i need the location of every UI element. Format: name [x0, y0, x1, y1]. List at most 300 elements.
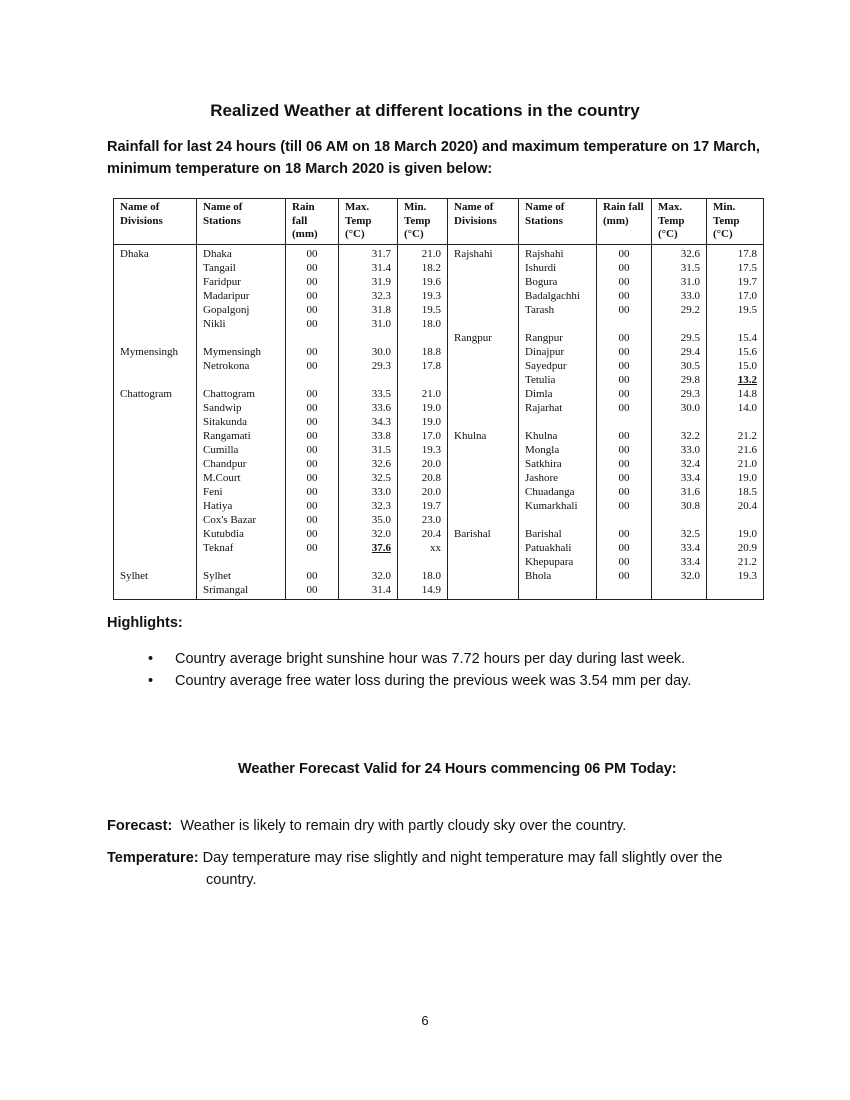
- cell-station-2: Badalgachhi: [519, 289, 597, 303]
- page-heading: Realized Weather at different locations in the country: [210, 101, 640, 120]
- cell-min-temp-2: 19.0: [707, 471, 764, 485]
- cell-division-2: [448, 415, 519, 429]
- forecast-title: Weather Forecast Valid for 24 Hours commencing 06 PM Today:: [238, 761, 677, 777]
- cell-min-temp: 17.8: [398, 359, 448, 373]
- cell-min-temp-2: [707, 415, 764, 429]
- cell-division-2: [448, 569, 519, 583]
- cell-division: [114, 499, 197, 513]
- weather-table: [113, 198, 764, 600]
- cell-rainfall: 00: [286, 387, 339, 401]
- table-row: [114, 303, 764, 317]
- cell-min-temp: 19.7: [398, 499, 448, 513]
- cell-division: [114, 541, 197, 555]
- cell-station: Nikli: [197, 317, 286, 331]
- cell-station-2: Ishurdi: [519, 261, 597, 275]
- cell-max-temp-2: 29.3: [652, 387, 707, 401]
- header-division: Name of Divisions: [114, 199, 197, 245]
- cell-min-temp-2: 15.4: [707, 331, 764, 345]
- table-row: [114, 345, 764, 359]
- cell-min-temp-2: 19.7: [707, 275, 764, 289]
- cell-division-2: [448, 401, 519, 415]
- page-number: 6: [421, 1013, 429, 1028]
- cell-min-temp: 19.0: [398, 415, 448, 429]
- cell-division-2: [448, 387, 519, 401]
- cell-rainfall: 00: [286, 457, 339, 471]
- cell-division: [114, 317, 197, 331]
- cell-max-temp-2: 31.6: [652, 485, 707, 499]
- cell-station: M.Court: [197, 471, 286, 485]
- cell-min-temp-2: 19.5: [707, 303, 764, 317]
- cell-station-2: [519, 317, 597, 331]
- cell-station: Netrokona: [197, 359, 286, 373]
- cell-division: [114, 513, 197, 527]
- table-row: [114, 569, 764, 583]
- cell-division: [114, 485, 197, 499]
- cell-station: [197, 555, 286, 569]
- cell-max-temp: 32.3: [339, 499, 398, 513]
- forecast-line: [107, 815, 626, 837]
- cell-rainfall-2: [597, 317, 652, 331]
- table-row: [114, 275, 764, 289]
- cell-division-2: [448, 317, 519, 331]
- cell-rainfall-2: 00: [597, 275, 652, 289]
- cell-division: Dhaka: [114, 245, 197, 262]
- cell-max-temp: 31.7: [339, 245, 398, 262]
- cell-min-temp-2: 17.0: [707, 289, 764, 303]
- cell-max-temp: [339, 331, 398, 345]
- cell-rainfall: 00: [286, 499, 339, 513]
- cell-station: Teknaf: [197, 541, 286, 555]
- cell-max-temp-2: 32.6: [652, 245, 707, 262]
- cell-division: Chattogram: [114, 387, 197, 401]
- cell-division-2: [448, 555, 519, 569]
- cell-max-temp: 30.0: [339, 345, 398, 359]
- cell-division-2: [448, 471, 519, 485]
- cell-station: Gopalgonj: [197, 303, 286, 317]
- cell-min-temp: 23.0: [398, 513, 448, 527]
- cell-station: Hatiya: [197, 499, 286, 513]
- cell-min-temp: 19.3: [398, 289, 448, 303]
- table-row: [114, 499, 764, 513]
- cell-max-temp-2: [652, 513, 707, 527]
- cell-rainfall: 00: [286, 359, 339, 373]
- cell-station-2: [519, 513, 597, 527]
- cell-division-2: [448, 457, 519, 471]
- cell-division-2: [448, 289, 519, 303]
- cell-division-2: [448, 513, 519, 527]
- header-max-temp: Max. Temp (°C): [339, 199, 398, 245]
- cell-min-temp-2: 19.0: [707, 527, 764, 541]
- cell-max-temp: 31.4: [339, 583, 398, 600]
- cell-station: Tangail: [197, 261, 286, 275]
- cell-max-temp-2: 32.4: [652, 457, 707, 471]
- cell-min-temp: 18.2: [398, 261, 448, 275]
- cell-min-temp-2: 21.2: [707, 429, 764, 443]
- cell-max-temp: 32.0: [339, 527, 398, 541]
- cell-rainfall: [286, 555, 339, 569]
- cell-min-temp-2: 15.6: [707, 345, 764, 359]
- cell-division: Sylhet: [114, 569, 197, 583]
- cell-station-2: Satkhira: [519, 457, 597, 471]
- cell-max-temp: 31.8: [339, 303, 398, 317]
- cell-division-2: [448, 499, 519, 513]
- cell-min-temp-2: 20.4: [707, 499, 764, 513]
- cell-max-temp-2: 33.4: [652, 541, 707, 555]
- cell-min-temp: 20.0: [398, 485, 448, 499]
- cell-min-temp: 18.8: [398, 345, 448, 359]
- cell-division: [114, 261, 197, 275]
- cell-station-2: Bogura: [519, 275, 597, 289]
- cell-station: Cumilla: [197, 443, 286, 457]
- cell-rainfall-2: 00: [597, 527, 652, 541]
- cell-max-temp-2: 30.5: [652, 359, 707, 373]
- cell-min-temp-2: 21.2: [707, 555, 764, 569]
- cell-station-2: Sayedpur: [519, 359, 597, 373]
- cell-division: [114, 331, 197, 345]
- cell-station: Srimangal: [197, 583, 286, 600]
- table-body: [114, 245, 764, 600]
- cell-min-temp: 20.4: [398, 527, 448, 541]
- cell-rainfall-2: 00: [597, 471, 652, 485]
- cell-max-temp-2: 33.4: [652, 555, 707, 569]
- cell-min-temp-2: 20.9: [707, 541, 764, 555]
- cell-rainfall: 00: [286, 275, 339, 289]
- cell-min-temp-2: 15.0: [707, 359, 764, 373]
- cell-max-temp: 31.0: [339, 317, 398, 331]
- highlight-text: Country average bright sunshine hour was 7.72 hours per day during last week.: [175, 651, 686, 667]
- cell-min-temp: 21.0: [398, 387, 448, 401]
- table-row: [114, 583, 764, 600]
- cell-division: [114, 527, 197, 541]
- cell-min-temp: 19.5: [398, 303, 448, 317]
- temperature-text-continued: country.: [206, 872, 257, 888]
- highlight-text: Country average free water loss during the previous week was 3.54 mm per day.: [175, 673, 692, 689]
- cell-rainfall-2: [597, 415, 652, 429]
- cell-division-2: [448, 443, 519, 457]
- cell-station: Cox's Bazar: [197, 513, 286, 527]
- table-row: [114, 415, 764, 429]
- cell-rainfall-2: 00: [597, 331, 652, 345]
- cell-max-temp-2: 32.0: [652, 569, 707, 583]
- cell-station-2: Patuakhali: [519, 541, 597, 555]
- header-rainfall: Rain fall (mm): [286, 199, 339, 245]
- cell-max-temp-2: 30.0: [652, 401, 707, 415]
- cell-station-2: [519, 583, 597, 600]
- list-item: [148, 670, 691, 692]
- cell-rainfall: 00: [286, 401, 339, 415]
- cell-station-2: Khepupara: [519, 555, 597, 569]
- cell-rainfall: 00: [286, 345, 339, 359]
- cell-station: Madaripur: [197, 289, 286, 303]
- cell-min-temp: 18.0: [398, 569, 448, 583]
- cell-rainfall-2: 00: [597, 245, 652, 262]
- cell-min-temp: [398, 555, 448, 569]
- cell-max-temp-2: 31.5: [652, 261, 707, 275]
- cell-station: Chandpur: [197, 457, 286, 471]
- cell-rainfall-2: 00: [597, 457, 652, 471]
- cell-division-2: [448, 583, 519, 600]
- cell-max-temp-2: 29.4: [652, 345, 707, 359]
- cell-rainfall-2: [597, 513, 652, 527]
- cell-max-temp: 32.6: [339, 457, 398, 471]
- cell-station-2: Tetulia: [519, 373, 597, 387]
- cell-max-temp-2: 33.0: [652, 289, 707, 303]
- cell-max-temp: 34.3: [339, 415, 398, 429]
- cell-max-temp: 33.6: [339, 401, 398, 415]
- cell-station: Feni: [197, 485, 286, 499]
- cell-min-temp: 14.9: [398, 583, 448, 600]
- table-row: [114, 457, 764, 471]
- cell-station: Sandwip: [197, 401, 286, 415]
- table-row: [114, 401, 764, 415]
- cell-division: Mymensingh: [114, 345, 197, 359]
- cell-max-temp: 31.4: [339, 261, 398, 275]
- cell-max-temp: 32.5: [339, 471, 398, 485]
- cell-rainfall: 00: [286, 583, 339, 600]
- cell-division: [114, 373, 197, 387]
- cell-division-2: [448, 303, 519, 317]
- cell-station-2: Tarash: [519, 303, 597, 317]
- cell-min-temp: 20.0: [398, 457, 448, 471]
- cell-max-temp: 31.9: [339, 275, 398, 289]
- cell-min-temp-2: 17.5: [707, 261, 764, 275]
- bullet-icon: •: [148, 651, 154, 667]
- cell-division: [114, 583, 197, 600]
- cell-rainfall: 00: [286, 261, 339, 275]
- cell-station-2: Dinajpur: [519, 345, 597, 359]
- temperature-line: [107, 847, 787, 891]
- table-row: [114, 289, 764, 303]
- cell-division-2: [448, 261, 519, 275]
- cell-station: Kutubdia: [197, 527, 286, 541]
- table-row: [114, 555, 764, 569]
- cell-rainfall: [286, 373, 339, 387]
- cell-division: [114, 289, 197, 303]
- cell-min-temp-2: [707, 583, 764, 600]
- cell-max-temp-2: [652, 415, 707, 429]
- cell-max-temp: 33.8: [339, 429, 398, 443]
- cell-rainfall-2: 00: [597, 373, 652, 387]
- cell-division-2: Khulna: [448, 429, 519, 443]
- cell-rainfall: 00: [286, 527, 339, 541]
- cell-station-2: Dimla: [519, 387, 597, 401]
- header-station-2: Name of Stations: [519, 199, 597, 245]
- header-rainfall-2: Rain fall (mm): [597, 199, 652, 245]
- cell-max-temp-2: 29.8: [652, 373, 707, 387]
- cell-station: [197, 373, 286, 387]
- cell-max-temp: [339, 555, 398, 569]
- cell-division-2: [448, 541, 519, 555]
- cell-rainfall-2: [597, 583, 652, 600]
- intro-paragraph: Rainfall for last 24 hours (till 06 AM on 18 March 2020) and maximum temperature on 17 March, minimum temperature on 18 March 2020 is given below:: [107, 139, 760, 177]
- cell-rainfall-2: 00: [597, 359, 652, 373]
- cell-division: [114, 443, 197, 457]
- cell-min-temp-2: 17.8: [707, 245, 764, 262]
- cell-rainfall-2: 00: [597, 485, 652, 499]
- cell-min-temp: 19.0: [398, 401, 448, 415]
- cell-rainfall: 00: [286, 303, 339, 317]
- header-min-temp: Min. Temp (°C): [398, 199, 448, 245]
- cell-division: [114, 471, 197, 485]
- table-row: [114, 317, 764, 331]
- cell-rainfall: 00: [286, 443, 339, 457]
- cell-max-temp-2: 33.4: [652, 471, 707, 485]
- highlights-title: Highlights:: [107, 615, 183, 631]
- highlights-list: [148, 648, 691, 692]
- cell-min-temp-2: 13.2: [707, 373, 764, 387]
- table-row: [114, 429, 764, 443]
- cell-division: [114, 275, 197, 289]
- cell-station: Sitakunda: [197, 415, 286, 429]
- cell-station: Dhaka: [197, 245, 286, 262]
- temperature-text: Day temperature may rise slightly and night temperature may fall slightly over the: [202, 850, 723, 866]
- cell-max-temp-2: 32.2: [652, 429, 707, 443]
- cell-max-temp-2: 32.5: [652, 527, 707, 541]
- cell-station: Sylhet: [197, 569, 286, 583]
- cell-max-temp-2: 30.8: [652, 499, 707, 513]
- cell-max-temp: [339, 373, 398, 387]
- table-row: [114, 527, 764, 541]
- cell-station-2: Rajshahi: [519, 245, 597, 262]
- cell-max-temp-2: 29.5: [652, 331, 707, 345]
- cell-station: [197, 331, 286, 345]
- cell-max-temp: 29.3: [339, 359, 398, 373]
- cell-division: [114, 415, 197, 429]
- cell-min-temp-2: 14.8: [707, 387, 764, 401]
- cell-division-2: [448, 275, 519, 289]
- cell-station: Faridpur: [197, 275, 286, 289]
- table-row: [114, 387, 764, 401]
- cell-station: Rangamati: [197, 429, 286, 443]
- cell-station: Mymensingh: [197, 345, 286, 359]
- cell-division: [114, 359, 197, 373]
- cell-rainfall-2: 00: [597, 401, 652, 415]
- cell-division-2: [448, 485, 519, 499]
- cell-rainfall-2: 00: [597, 387, 652, 401]
- cell-rainfall-2: 00: [597, 569, 652, 583]
- cell-rainfall: 00: [286, 415, 339, 429]
- table-row: [114, 245, 764, 262]
- header-max-temp-2: Max. Temp (°C): [652, 199, 707, 245]
- cell-min-temp-2: 21.6: [707, 443, 764, 457]
- cell-min-temp: [398, 331, 448, 345]
- table-row: [114, 373, 764, 387]
- cell-rainfall: [286, 331, 339, 345]
- cell-min-temp-2: 18.5: [707, 485, 764, 499]
- cell-rainfall-2: 00: [597, 261, 652, 275]
- cell-rainfall: 00: [286, 317, 339, 331]
- cell-max-temp-2: 33.0: [652, 443, 707, 457]
- cell-max-temp-2: 31.0: [652, 275, 707, 289]
- cell-min-temp: 21.0: [398, 245, 448, 262]
- cell-rainfall-2: 00: [597, 289, 652, 303]
- cell-rainfall: 00: [286, 569, 339, 583]
- cell-min-temp-2: 19.3: [707, 569, 764, 583]
- cell-min-temp-2: 21.0: [707, 457, 764, 471]
- bullet-icon: •: [148, 673, 154, 689]
- cell-max-temp-2: [652, 317, 707, 331]
- cell-max-temp-2: 29.2: [652, 303, 707, 317]
- cell-rainfall: 00: [286, 471, 339, 485]
- cell-min-temp: 20.8: [398, 471, 448, 485]
- cell-rainfall: 00: [286, 429, 339, 443]
- header-division-2: Name of Divisions: [448, 199, 519, 245]
- cell-max-temp: 31.5: [339, 443, 398, 457]
- cell-rainfall-2: 00: [597, 499, 652, 513]
- cell-max-temp: 33.5: [339, 387, 398, 401]
- cell-rainfall-2: 00: [597, 429, 652, 443]
- temperature-label: Temperature:: [107, 850, 199, 866]
- cell-station-2: Chuadanga: [519, 485, 597, 499]
- cell-min-temp-2: 14.0: [707, 401, 764, 415]
- table-row: [114, 443, 764, 457]
- cell-min-temp: [398, 373, 448, 387]
- cell-division: [114, 457, 197, 471]
- cell-division-2: [448, 359, 519, 373]
- cell-station-2: Barishal: [519, 527, 597, 541]
- cell-station-2: Jashore: [519, 471, 597, 485]
- cell-min-temp-2: [707, 513, 764, 527]
- header-station: Name of Stations: [197, 199, 286, 245]
- table-row: [114, 513, 764, 527]
- cell-station-2: Khulna: [519, 429, 597, 443]
- cell-min-temp: 19.6: [398, 275, 448, 289]
- cell-min-temp-2: [707, 317, 764, 331]
- table-row: [114, 359, 764, 373]
- cell-rainfall-2: 00: [597, 303, 652, 317]
- cell-division: [114, 303, 197, 317]
- list-item: [148, 648, 691, 670]
- cell-rainfall: 00: [286, 513, 339, 527]
- forecast-text: Weather is likely to remain dry with partly cloudy sky over the country.: [180, 818, 627, 834]
- cell-division: [114, 429, 197, 443]
- cell-rainfall: 00: [286, 541, 339, 555]
- cell-station: Chattogram: [197, 387, 286, 401]
- cell-max-temp: 35.0: [339, 513, 398, 527]
- cell-max-temp-2: [652, 583, 707, 600]
- cell-min-temp: 18.0: [398, 317, 448, 331]
- cell-station-2: Mongla: [519, 443, 597, 457]
- cell-division-2: Barishal: [448, 527, 519, 541]
- table-row: [114, 331, 764, 345]
- cell-station-2: Kumarkhali: [519, 499, 597, 513]
- cell-rainfall: 00: [286, 245, 339, 262]
- cell-max-temp: 37.6: [339, 541, 398, 555]
- table-header-row: [114, 199, 764, 245]
- table-row: [114, 261, 764, 275]
- cell-station-2: Bhola: [519, 569, 597, 583]
- table-row: [114, 485, 764, 499]
- cell-division-2: Rajshahi: [448, 245, 519, 262]
- cell-rainfall: 00: [286, 485, 339, 499]
- cell-division: [114, 401, 197, 415]
- cell-rainfall: 00: [286, 289, 339, 303]
- cell-min-temp: xx: [398, 541, 448, 555]
- cell-max-temp: 32.3: [339, 289, 398, 303]
- cell-station-2: Rajarhat: [519, 401, 597, 415]
- cell-max-temp: 32.0: [339, 569, 398, 583]
- cell-max-temp: 33.0: [339, 485, 398, 499]
- cell-station-2: [519, 415, 597, 429]
- cell-rainfall-2: 00: [597, 541, 652, 555]
- cell-min-temp: 19.3: [398, 443, 448, 457]
- cell-station-2: Rangpur: [519, 331, 597, 345]
- cell-division: [114, 555, 197, 569]
- cell-rainfall-2: 00: [597, 555, 652, 569]
- cell-division-2: Rangpur: [448, 331, 519, 345]
- table-row: [114, 471, 764, 485]
- cell-min-temp: 17.0: [398, 429, 448, 443]
